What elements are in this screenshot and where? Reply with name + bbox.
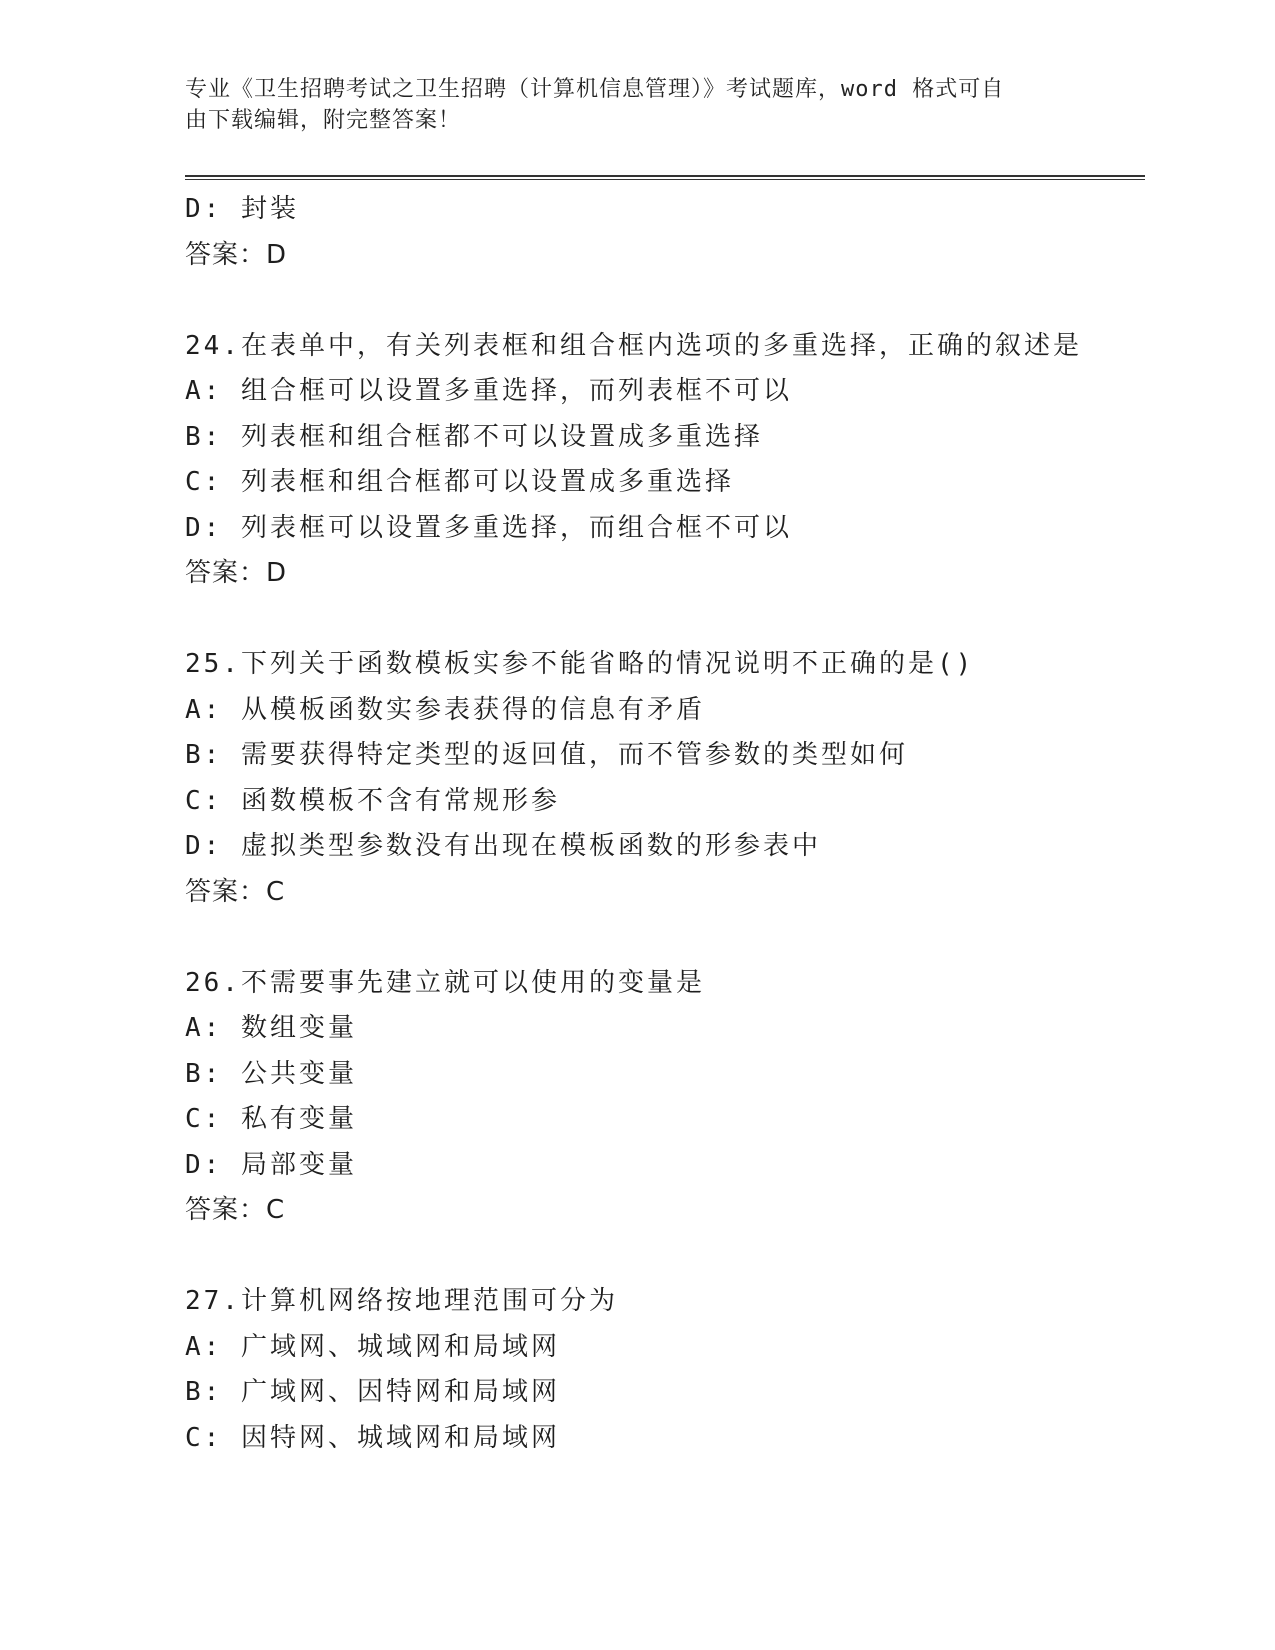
question-stem: 25.下列关于函数模板实参不能省略的情况说明不正确的是() (185, 649, 975, 679)
option-a: A: 数组变量 (185, 1013, 357, 1043)
option-c: C: 列表框和组合框都可以设置成多重选择 (185, 467, 734, 497)
question-stem: 24.在表单中，有关列表框和组合框内选项的多重选择，正确的叙述是 (185, 330, 1082, 361)
option-c: C: 函数模板不含有常规形参 (185, 785, 560, 816)
option-b: B: 列表框和组合框都不可以设置成多重选择 (185, 421, 763, 452)
document-header (185, 74, 1055, 136)
question-stem: 27.计算机网络按地理范围可分为 (185, 1286, 618, 1316)
spacer (185, 597, 1145, 643)
header-divider (185, 175, 1145, 180)
header-line-1: 专业《卫生招聘考试之卫生招聘（计算机信息管理）》考试题库，word 格式可自 (185, 77, 1005, 102)
answer-line: 答案：D (185, 239, 288, 270)
spacer (185, 915, 1145, 961)
answer-line: 答案：C (185, 876, 286, 907)
option-a: A: 广域网、城域网和局域网 (185, 1331, 560, 1362)
option-b: B: 公共变量 (185, 1058, 357, 1089)
option-a: A: 组合框可以设置多重选择，而列表框不可以 (185, 376, 792, 406)
option-d: D: 封装 (185, 194, 299, 224)
option-c: C: 私有变量 (185, 1104, 357, 1134)
spacer (185, 1234, 1145, 1280)
option-b: B: 广域网、因特网和局域网 (185, 1377, 560, 1407)
question-list (185, 187, 1145, 1461)
header-line-2: 由下载编辑，附完整答案！ (185, 108, 462, 133)
question-stem: 26.不需要事先建立就可以使用的变量是 (185, 967, 705, 998)
option-d: D: 局部变量 (185, 1149, 357, 1180)
option-d: D: 虚拟类型参数没有出现在模板函数的形参表中 (185, 831, 821, 861)
option-d: D: 列表框可以设置多重选择，而组合框不可以 (185, 512, 792, 543)
answer-line: 答案：D (185, 558, 288, 588)
spacer (185, 278, 1145, 324)
answer-line: 答案：C (185, 1195, 286, 1225)
option-a: A: 从模板函数实参表获得的信息有矛盾 (185, 694, 705, 725)
option-b: B: 需要获得特定类型的返回值，而不管参数的类型如何 (185, 740, 908, 770)
option-c: C: 因特网、城域网和局域网 (185, 1422, 560, 1453)
